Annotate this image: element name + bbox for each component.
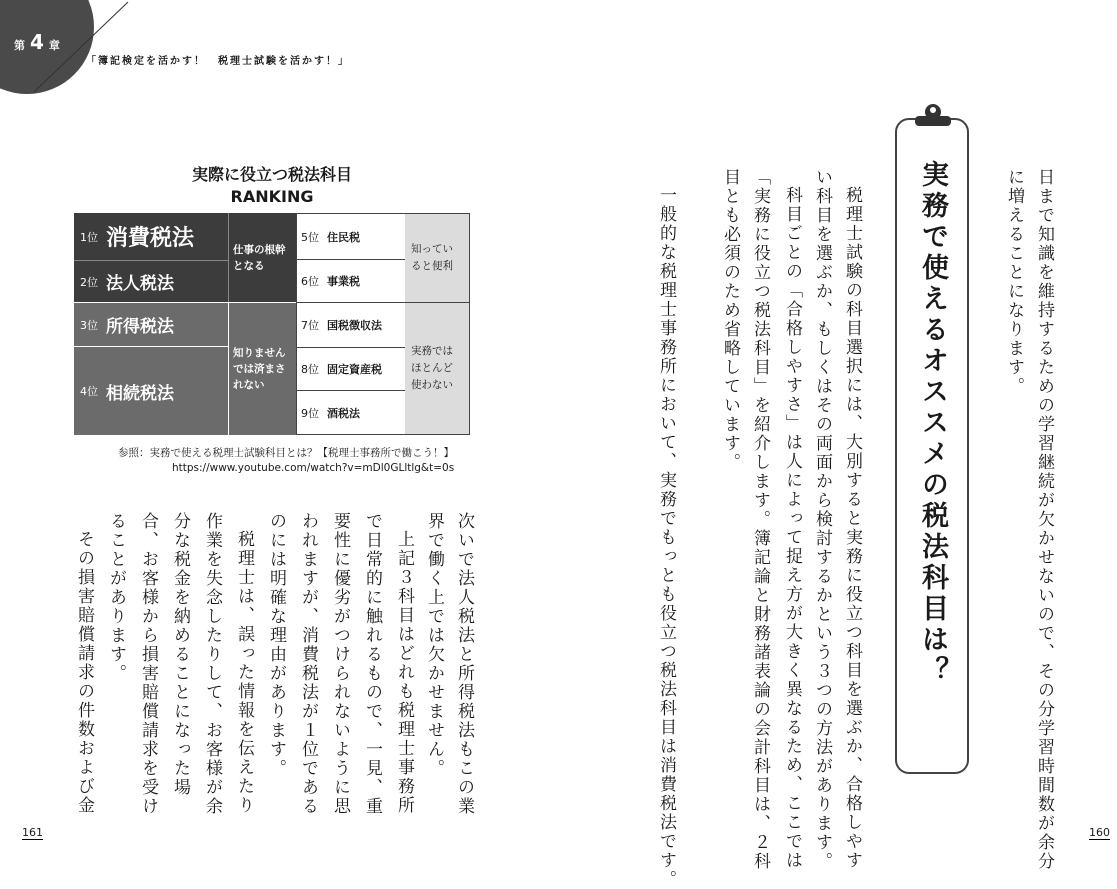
rank-name: 消費税法 — [106, 226, 195, 251]
body-line: 一般的な税理士事務所において、実務でもっとも役立つ税法科目は消費税法です。 — [656, 186, 676, 889]
ranking-table — [74, 213, 470, 435]
note-rare — [405, 302, 470, 435]
rank-row-6 — [296, 259, 406, 303]
rank-pos: 1位 — [80, 230, 98, 244]
note-core — [228, 213, 296, 302]
chapter-pre: 第 — [14, 39, 25, 52]
ranking-title-sub: RANKING — [230, 187, 314, 206]
rank-row-1 — [74, 213, 228, 260]
rank-pos: 5位 — [301, 230, 319, 244]
chapter-post: 章 — [48, 39, 60, 52]
rank-pos: 9位 — [301, 406, 319, 420]
rank-row-9 — [296, 390, 406, 435]
body-line: 要性に優劣がつけられないように思 — [330, 512, 350, 816]
rank-row-7 — [296, 302, 406, 348]
note-must-know-text: 知りませんでは済まされない — [233, 347, 286, 391]
body-line: で日常的に触れるもので、一見、重 — [362, 512, 382, 816]
body-line: 作業を失念したりして、お客様が余 — [202, 512, 222, 816]
body-line: 合、お客様から損害賠償請求を受け — [138, 512, 158, 816]
rank-name: 酒税法 — [327, 406, 360, 420]
rank-name: 法人税法 — [106, 274, 174, 294]
body-line: に増えることになります。 — [1004, 168, 1024, 396]
page-number-right: 160 — [1089, 826, 1110, 839]
rank-name: 所得税法 — [106, 317, 174, 337]
ranking-title — [74, 164, 470, 208]
rank-pos: 4位 — [80, 385, 98, 398]
rank-row-8 — [296, 347, 406, 391]
body-line: 税理士は、誤った情報を伝えたり — [234, 530, 254, 815]
chapter-number: 4 — [30, 30, 44, 54]
body-line: われますが、消費税法が１位である — [298, 512, 318, 816]
body-line: い科目を選ぶか、もしくはその両面から検討するかという３つの方法があります。 — [812, 168, 832, 871]
body-line: 上記３科目はどれも税理士事務所 — [394, 530, 414, 815]
rank-name: 住民税 — [327, 230, 360, 244]
note-useful-text: 知っていると便利 — [411, 243, 453, 272]
rank-pos: 6位 — [301, 275, 319, 288]
section-heading: 実務で使えるオススメの税法科目は？ — [917, 160, 948, 687]
body-line: ることがあります。 — [106, 512, 126, 683]
note-core-text: 仕事の根幹となる — [233, 243, 286, 272]
rank-row-4 — [74, 346, 228, 435]
rank-row-2 — [74, 260, 228, 302]
rank-name: 国税徴収法 — [327, 319, 382, 332]
decorative-slash — [0, 0, 140, 100]
reference-url[interactable]: https://www.youtube.com/watch?v=mDl0GLltlg&t=0s — [172, 462, 455, 474]
rank-pos: 3位 — [80, 318, 98, 332]
body-line: 「実務に役立つ税法科目」を紹介します。簿記論と財務諸表論の会計科目は、２科 — [750, 168, 770, 871]
rank-pos: 2位 — [80, 275, 98, 289]
body-line: 日まで知識を維持するための学習継続が欠かせないので、その分学習時間数が余分 — [1034, 168, 1054, 871]
body-line: 界で働く上では欠かせません。 — [424, 512, 444, 778]
ranking-title-main: 実際に役立つ税法科目 — [191, 165, 352, 184]
body-line: 次いで法人税法と所得税法もこの業 — [454, 512, 474, 816]
clip-icon — [913, 100, 953, 126]
rank-name: 固定資産税 — [327, 363, 382, 376]
note-must-know — [228, 302, 296, 435]
note-rare-text: 実務ではほとんど使わない — [411, 345, 453, 391]
rank-pos: 7位 — [301, 319, 319, 332]
body-line: その損害賠償請求の件数および金 — [74, 530, 94, 815]
rank-name: 事業税 — [327, 275, 360, 288]
rank-name: 相続税法 — [106, 383, 174, 404]
body-line: 税理士試験の科目選択には、大別すると実務に役立つ科目を選ぶか、合格しやす — [842, 186, 862, 870]
body-line: のには明確な理由があります。 — [266, 512, 286, 778]
rank-row-5 — [296, 213, 406, 260]
rank-row-3 — [74, 302, 228, 346]
reference-title: 参照：実務で使える税理士試験科目とは？【税理士事務所で働こう！】 — [118, 447, 454, 459]
body-line: 科目ごとの「合格しやすさ」は人によって捉え方が大きく異なるため、ここでは — [782, 186, 802, 870]
page-number-left: 161 — [22, 826, 43, 839]
body-line: 分な税金を納めることになった場 — [170, 512, 190, 797]
rank-pos: 8位 — [301, 363, 319, 376]
running-head: 「簿記検定を活かす！ 税理士試験を活かす！」 — [86, 56, 350, 67]
note-useful — [405, 213, 470, 303]
body-line: 目とも必須のため省略しています。 — [720, 168, 740, 472]
